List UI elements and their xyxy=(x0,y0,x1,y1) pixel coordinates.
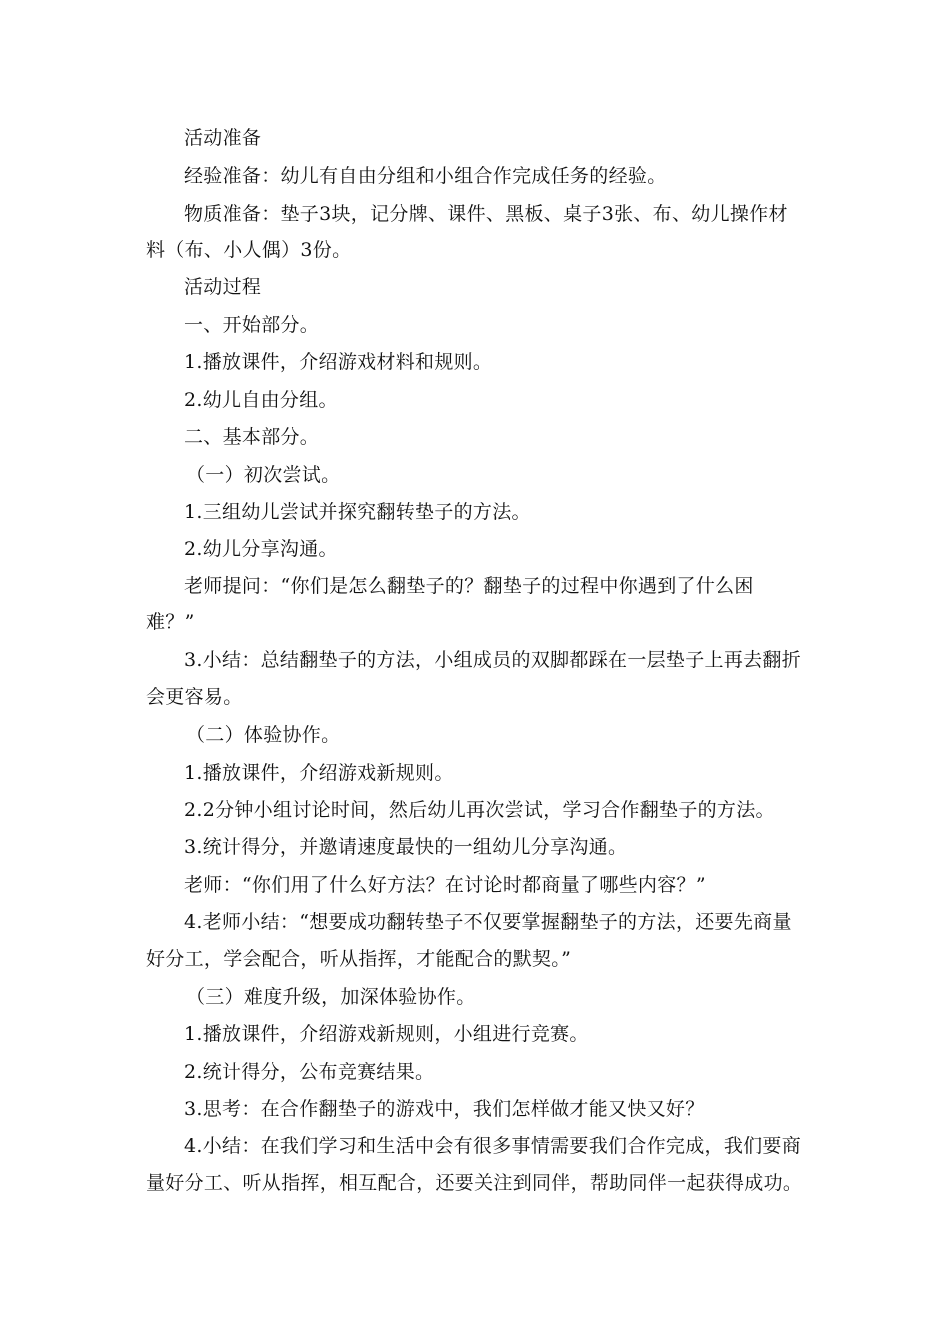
list-item: 1.播放课件，介绍游戏材料和规则。 xyxy=(184,351,493,373)
list-item: 2.2分钟小组讨论时间，然后幼儿再次尝试，学习合作翻垫子的方法。 xyxy=(184,799,775,821)
list-item: 3.统计得分，并邀请速度最快的一组幼儿分享沟通。 xyxy=(184,836,628,858)
part-heading-opening: 一、开始部分。 xyxy=(184,314,320,336)
paragraph-teacher-question-cont: 难？” xyxy=(146,611,195,633)
list-item: 4.老师小结：“想要成功翻转垫子不仅要掌握翻垫子的方法，还要先商量 xyxy=(184,911,792,933)
list-item: 4.小结：在我们学习和生活中会有很多事情需要我们合作完成，我们要商 xyxy=(184,1135,802,1157)
list-item: 2.幼儿自由分组。 xyxy=(184,389,338,411)
list-item-cont: 会更容易。 xyxy=(146,686,243,708)
part-heading-basic: 二、基本部分。 xyxy=(184,426,320,448)
list-item: 3.小结：总结翻垫子的方法，小组成员的双脚都踩在一层垫子上再去翻折 xyxy=(184,649,802,671)
list-item: 2.幼儿分享沟通。 xyxy=(184,538,338,560)
subsection-heading-first-try: （一）初次尝试。 xyxy=(186,464,341,486)
section-heading-preparation: 活动准备 xyxy=(184,127,262,149)
paragraph-material-prep-cont: 料（布、小人偶）3份。 xyxy=(146,239,352,261)
list-item: 3.思考：在合作翻垫子的游戏中，我们怎样做才能又快又好？ xyxy=(184,1098,705,1120)
paragraph-experience-prep: 经验准备：幼儿有自由分组和小组合作完成任务的经验。 xyxy=(184,165,667,187)
subsection-heading-cooperation: （二）体验协作。 xyxy=(186,724,341,746)
list-item-cont: 量好分工、听从指挥，相互配合，还要关注到同伴，帮助同伴一起获得成功。 xyxy=(146,1172,803,1194)
list-item: 1.播放课件，介绍游戏新规则。 xyxy=(184,762,454,784)
subsection-heading-difficulty: （三）难度升级，加深体验协作。 xyxy=(186,986,476,1008)
list-item: 1.播放课件，介绍游戏新规则，小组进行竞赛。 xyxy=(184,1023,589,1045)
paragraph-material-prep: 物质准备：垫子3块，记分牌、课件、黑板、桌子3张、布、幼儿操作材 xyxy=(184,203,788,225)
paragraph-teacher-remark: 老师：“你们用了什么好方法？在讨论时都商量了哪些内容？” xyxy=(184,874,706,896)
paragraph-teacher-question: 老师提问：“你们是怎么翻垫子的？翻垫子的过程中你遇到了什么困 xyxy=(184,575,754,597)
list-item: 2.统计得分，公布竞赛结果。 xyxy=(184,1061,435,1083)
section-heading-process: 活动过程 xyxy=(184,276,262,298)
list-item-cont: 好分工，学会配合，听从指挥，才能配合的默契。” xyxy=(146,948,572,970)
list-item: 1.三组幼儿尝试并探究翻转垫子的方法。 xyxy=(184,501,531,523)
